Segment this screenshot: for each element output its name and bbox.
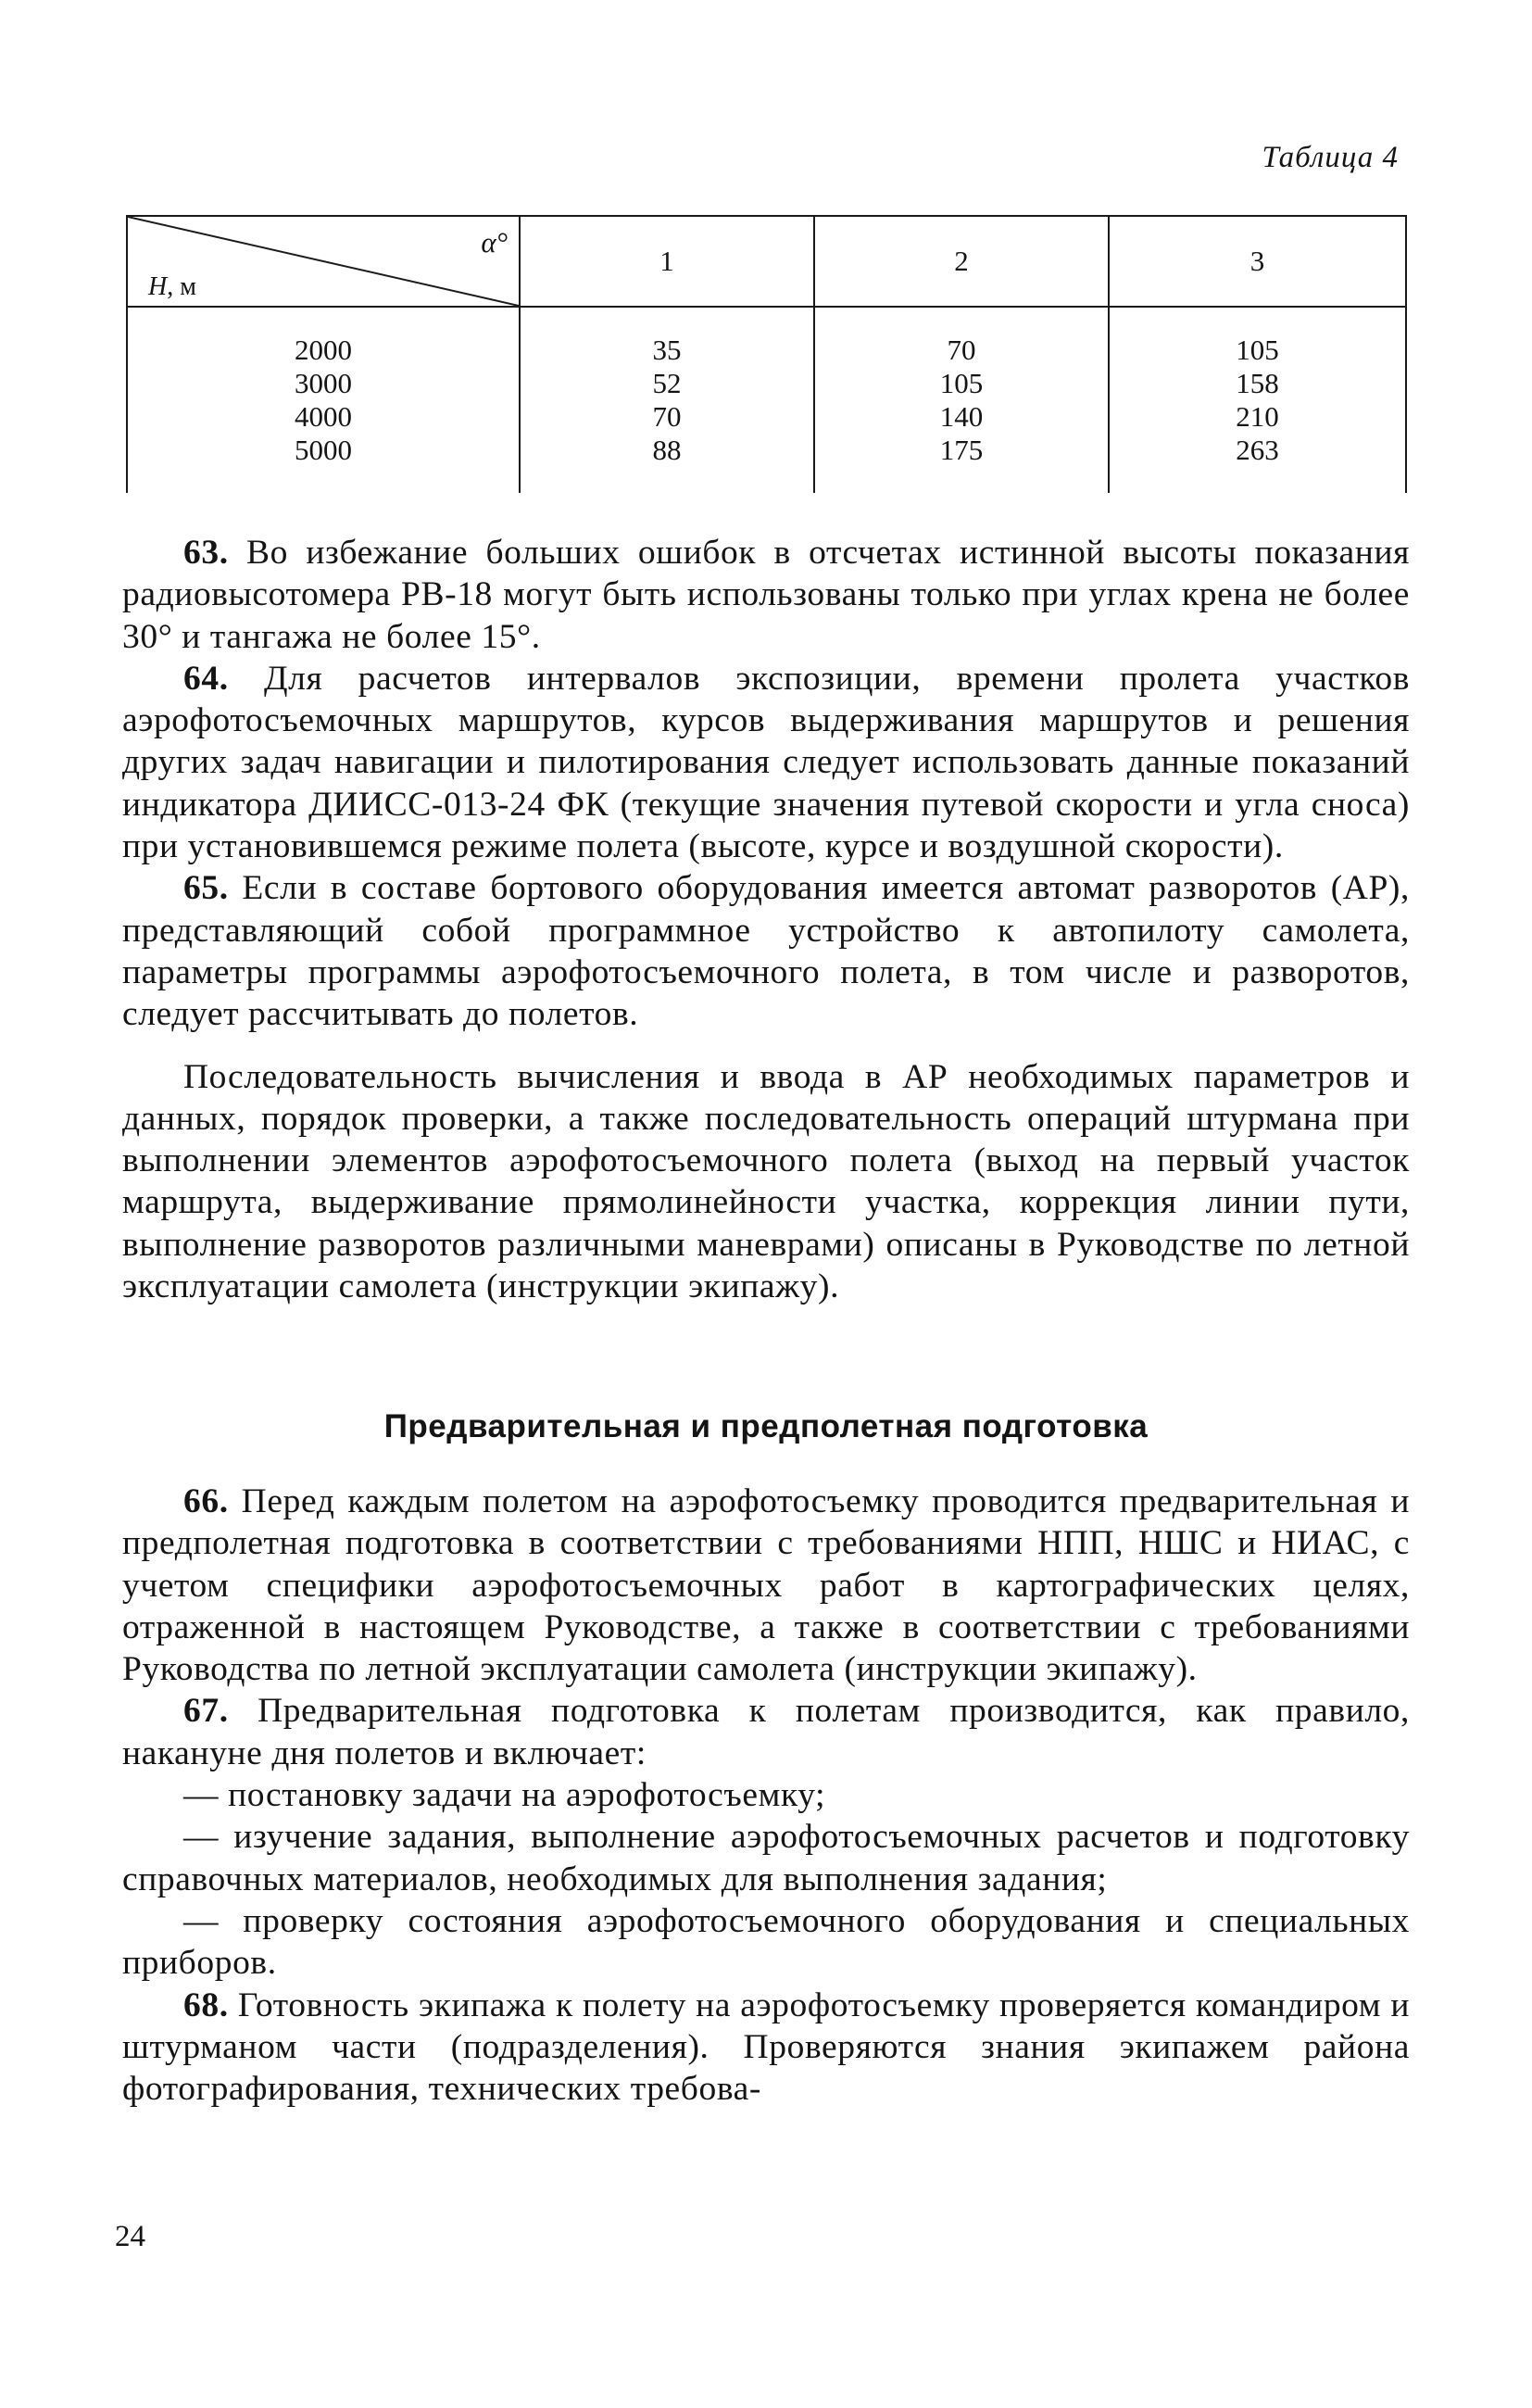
corner-alpha-label: α° <box>481 226 508 258</box>
paragraph-63 <box>122 532 1410 658</box>
paragraph-66 <box>122 1481 1410 1690</box>
paragraph-65 <box>122 867 1410 1035</box>
table-cell: 88 <box>652 434 682 466</box>
values-column-3 <box>1109 307 1406 493</box>
table-cell: 70 <box>652 400 682 433</box>
paragraph-number: 67. <box>183 1692 229 1731</box>
corner-height-label <box>148 272 196 302</box>
values-column-2 <box>814 307 1109 493</box>
table-cell: 70 <box>947 334 976 366</box>
paragraph-text: Во избежание больших ошибок в отсчетах истинной высоты показания радиовысотомера РВ-18 могут быть использованы только при углах крена не более 30° и тангажа не более 15°. <box>122 534 1410 656</box>
table-cell: 35 <box>652 334 682 366</box>
table-cell: 140 <box>939 400 984 433</box>
paragraph-number: 66. <box>183 1482 229 1520</box>
paragraph-text: Перед каждым полетом на аэрофотосъемку проводится предварительная и предполетная подготовка в соответствии с требованиями НПП, НШС и НИАС, с учетом специфики аэрофотосъемочных работ в картографических целях, отраженной в настоящем Руководстве, а также в соответствии с требованиями Руководства по летной эксплуатации самолета (инструкции экипажу). <box>122 1482 1410 1689</box>
height-value: 2000 <box>295 334 352 366</box>
paragraph-text: Для расчетов интервалов экспозиции, времени пролета участков аэрофотосъемочных маршрутов, курсов выдерживания маршрутов и решения других задач навигации и пилотирования следует использовать данные показаний индикатора ДИИСС-013-24 ФК (текущие значения путевой скорости и угла сноса) при установившемся режиме полета (высоте, курсе и воздушной скорости). <box>122 659 1410 866</box>
paragraph-continuation <box>122 1056 1410 1308</box>
paragraph-number: 63. <box>183 534 229 572</box>
paragraph-text: Готовность экипажа к полету на аэрофотосъемку проверяется командиром и штурманом части (подразделения). Проверяются знания экипажем района фотографирования, технических требова- <box>122 1986 1410 2109</box>
table-cell: 210 <box>1236 400 1279 433</box>
height-column <box>127 307 520 493</box>
paragraph-text: — постановку задачи на аэрофотосъемку; <box>183 1776 826 1815</box>
paragraph-68 <box>122 1985 1410 2111</box>
paragraph-text: — изучение задания, выполнение аэрофотосъемочных расчетов и подготовку справочных материалов, необходимых для выполнения задания; <box>122 1818 1410 1898</box>
height-value: 5000 <box>295 434 352 466</box>
list-item <box>122 1774 1410 1816</box>
table-cell: 52 <box>652 367 682 399</box>
paragraph-text: Последовательность вычисления и ввода в АР необходимых параметров и данных, порядок проверки, а также последовательность операций штурмана при выполнении элементов аэрофотосъемочного полета (выход на первый участок маршрута, выдерживание прямолинейности участка, коррекция линии пути, выполнение разворотов различными маневрами) описаны в Руководстве по летной эксплуатации самолета (инструкции экипажу). <box>122 1057 1410 1306</box>
table-cell: 105 <box>939 367 984 399</box>
table-cell: 263 <box>1236 434 1279 466</box>
paragraph-text: — проверку состояния аэрофотосъемочного оборудования и специальных приборов. <box>122 1901 1410 1983</box>
height-value: 4000 <box>295 400 352 433</box>
column-header-1: 1 <box>520 216 814 307</box>
section-heading: Предварительная и предполетная подготовка <box>383 1408 1149 1444</box>
table-cell: 175 <box>939 434 984 466</box>
body-text-block-1 <box>122 532 1410 1307</box>
paragraph-number: 68. <box>183 1986 229 2024</box>
data-table <box>126 215 1407 493</box>
corner-height-var: H <box>148 272 168 301</box>
table-body-row <box>127 307 1406 493</box>
page-number: 24 <box>115 2220 145 2253</box>
paragraph-number: 64. <box>183 659 229 698</box>
paragraph-text: Если в составе бортового оборудования имеется автомат разворотов (АР), представляющий собой программное устройство к автопилоту самолета, параметры программы аэрофотосъемочного полета, в том числе и разворотов, следует рассчитывать до полетов. <box>122 869 1410 1034</box>
paragraph-67 <box>122 1690 1410 1774</box>
list-item <box>122 1900 1410 1985</box>
body-text-block-2 <box>122 1481 1410 2110</box>
list-item <box>122 1816 1410 1900</box>
column-header-3: 3 <box>1109 216 1406 307</box>
corner-height-unit: , м <box>167 272 196 301</box>
table-caption: Таблица 4 <box>1262 141 1399 174</box>
values-column-1 <box>520 307 814 493</box>
table-cell: 105 <box>1236 334 1279 366</box>
paragraph-64 <box>122 658 1410 867</box>
paragraph-number: 65. <box>183 869 229 908</box>
column-header-2: 2 <box>814 216 1109 307</box>
paragraph-text: Предварительная подготовка к полетам производится, как правило, накануне дня полетов и включает: <box>122 1692 1410 1772</box>
table-cell: 158 <box>1236 367 1279 399</box>
table-header-row <box>127 216 1406 307</box>
table-corner-cell <box>127 216 520 307</box>
height-value: 3000 <box>295 367 352 399</box>
